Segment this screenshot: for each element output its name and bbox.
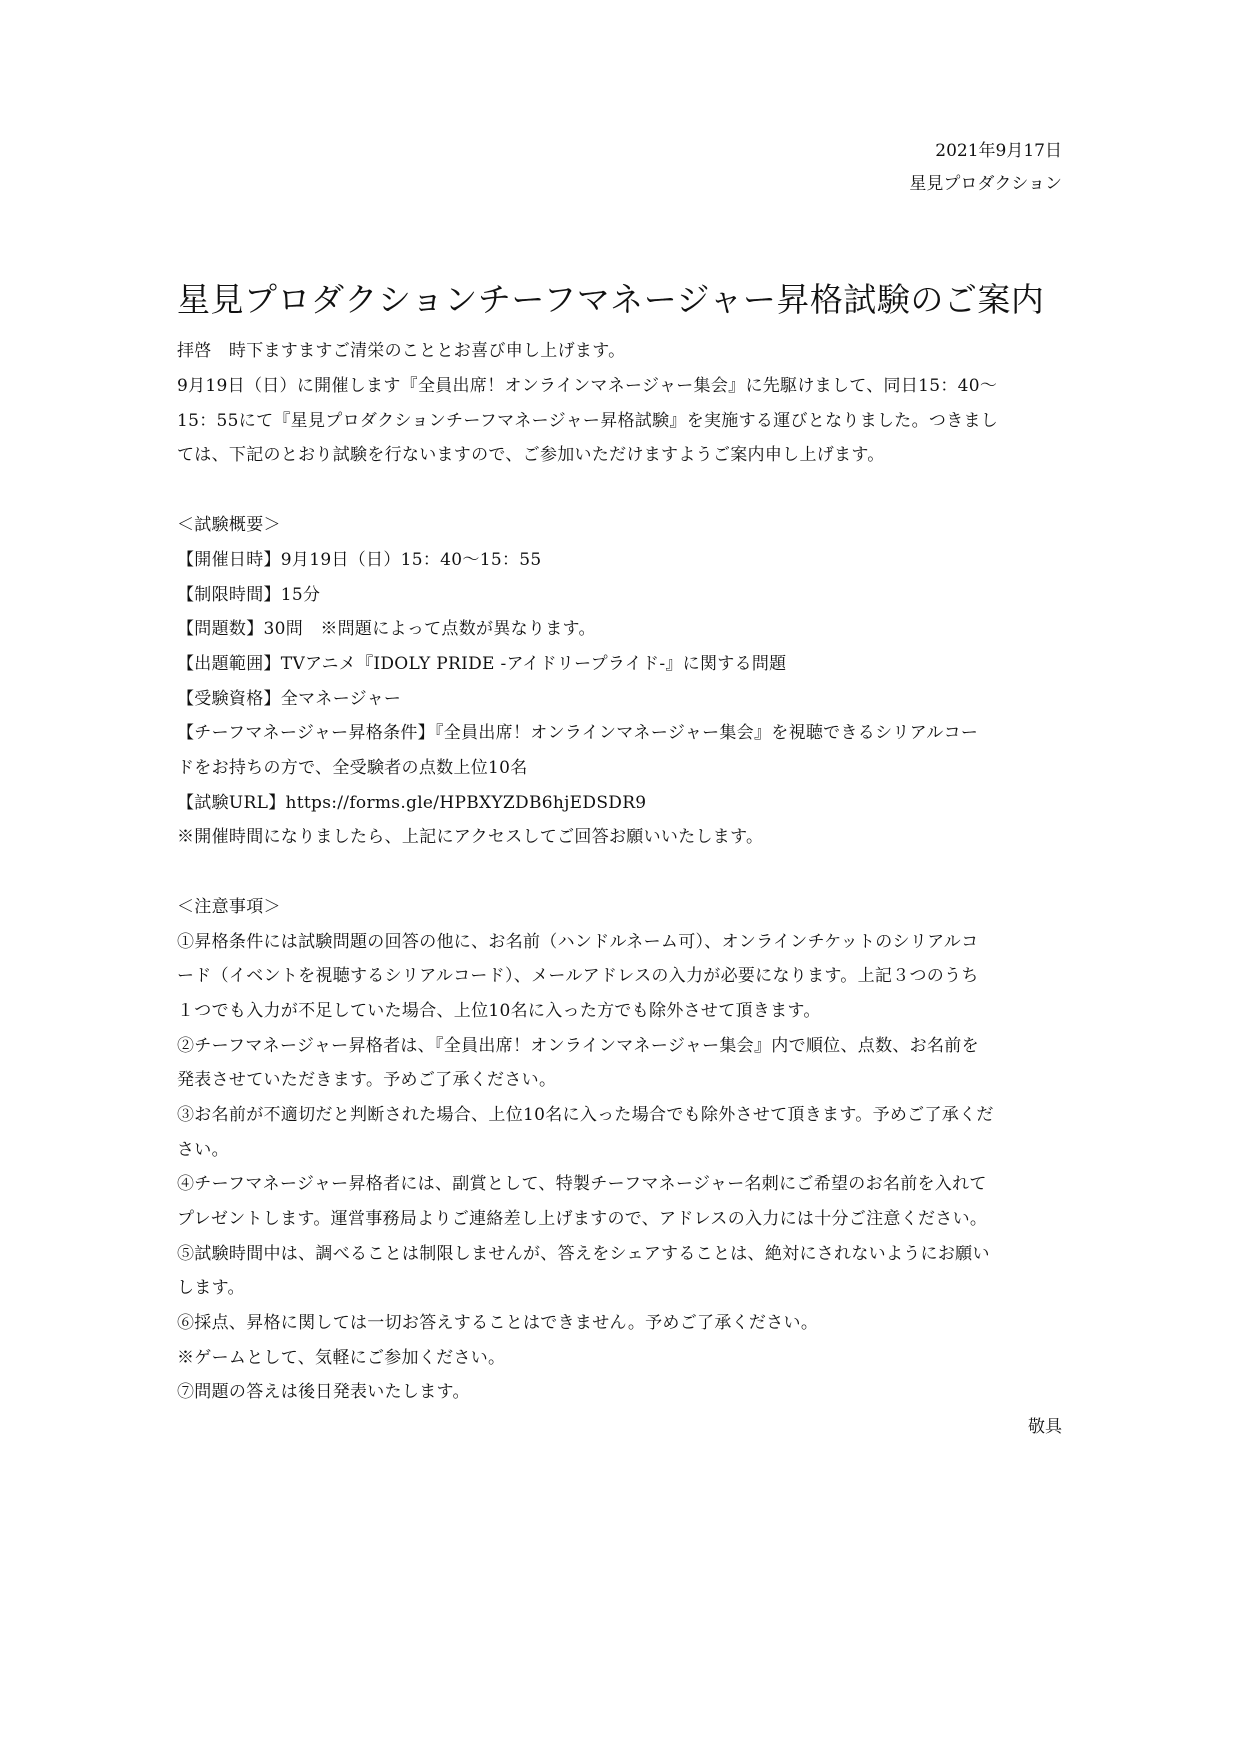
overview-line: ※開催時間になりましたら、上記にアクセスしてご回答お願いいたします。 — [177, 827, 764, 847]
overview-line: ドをお持ちの方で、全受験者の点数上位10名 — [177, 758, 528, 778]
overview-line: 【受験資格】全マネージャー — [177, 689, 402, 709]
note-line: ②チーフマネージャー昇格者は、『全員出席！オンラインマネージャー集会』内で順位、点数、お名前を — [177, 1036, 979, 1056]
exam-url: 【試験URL】https://forms.gle/HPBXYZDB6hjEDSDR9 — [177, 793, 647, 813]
overview-line: 【出題範囲】TVアニメ『IDOLY PRIDE -アイドリープライド-』に関する問題 — [177, 654, 787, 674]
intro-line: ては、下記のとおり試験を行ないますので、ご参加いただけますようご案内申し上げます。 — [177, 445, 885, 465]
intro-line: 拝啓 時下ますますご清栄のこととお喜び申し上げます。 — [177, 341, 626, 361]
overview-heading: ＜試験概要＞ — [177, 515, 281, 535]
document-date: 2021年9月17日 — [935, 141, 1062, 161]
closing-phrase: 敬具 — [1028, 1417, 1062, 1437]
overview-line: 【制限時間】15分 — [177, 585, 321, 605]
intro-line: 9月19日（日）に開催します『全員出席！オンラインマネージャー集会』に先駆けまして、同日15：40〜 — [177, 376, 998, 396]
note-line: ⑥採点、昇格に関しては一切お答えすることはできません。予めご了承ください。 — [177, 1313, 819, 1333]
note-line: プレゼントします。運営事務局よりご連絡差し上げますので、アドレスの入力には十分ご注意ください。 — [177, 1209, 988, 1229]
note-line: ⑤試験時間中は、調べることは制限しませんが、答えをシェアすることは、絶対にされないようにお願い — [177, 1244, 990, 1264]
sender-name: 星見プロダクション — [909, 174, 1062, 194]
overview-line: 【問題数】30問 ※問題によって点数が異なります。 — [177, 619, 596, 639]
note-line: ①昇格条件には試験問題の回答の他に、お名前（ハンドルネーム可）、オンラインチケットのシリアルコ — [177, 932, 979, 952]
note-line: ード（イベントを視聴するシリアルコード）、メールアドレスの入力が必要になります。上記３つのうち — [177, 966, 979, 986]
note-line: 発表させていただきます。予めご了承ください。 — [177, 1070, 557, 1090]
note-line: ※ゲームとして、気軽にご参加ください。 — [177, 1348, 506, 1368]
note-line: ③お名前が不適切だと判断された場合、上位10名に入った場合でも除外させて頂きます。予めご了承くだ — [177, 1105, 994, 1125]
notes-heading: ＜注意事項＞ — [177, 897, 281, 917]
intro-line: 15：55にて『星見プロダクションチーフマネージャー昇格試験』を実施する運びとなりました。つきまし — [177, 411, 999, 431]
overview-line: 【開催日時】9月19日（日）15：40〜15：55 — [177, 550, 542, 570]
note-line: ④チーフマネージャー昇格者には、副賞として、特製チーフマネージャー名刺にご希望のお名前を入れて — [177, 1174, 987, 1194]
note-line: １つでも入力が不足していた場合、上位10名に入った方でも除外させて頂きます。 — [177, 1001, 821, 1021]
note-line: します。 — [177, 1278, 245, 1298]
document-title: 星見プロダクションチーフマネージャー昇格試験のご案内 — [177, 280, 1045, 319]
note-line: さい。 — [177, 1140, 229, 1160]
note-line: ⑦問題の答えは後日発表いたします。 — [177, 1382, 470, 1402]
overview-line: 【チーフマネージャー昇格条件】『全員出席！オンラインマネージャー集会』を視聴できるシリアルコー — [177, 723, 979, 743]
